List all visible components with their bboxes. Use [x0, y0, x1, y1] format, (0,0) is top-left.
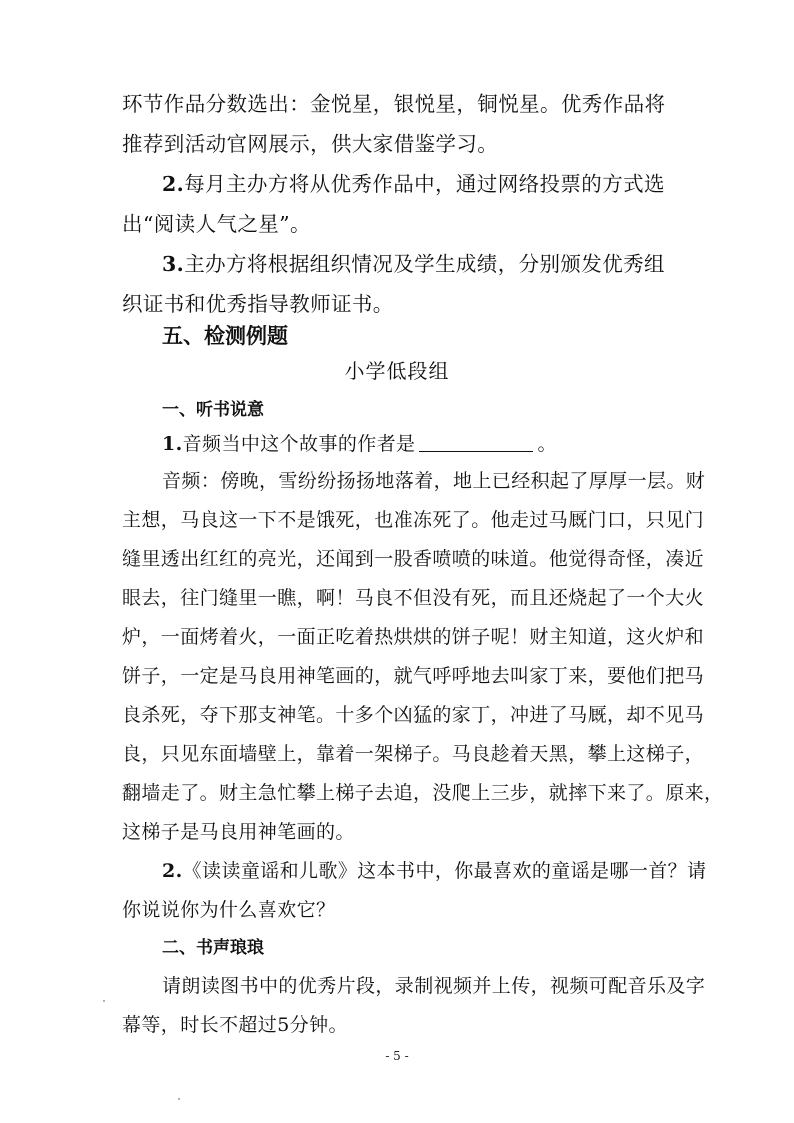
audio-line: 炉，一面烤着火，一面正吃着热烘烘的饼子呢！财主知道，这火炉和: [122, 626, 705, 648]
question-line: 你说说你为什么喜欢它？: [122, 899, 336, 921]
instruction-line: 请朗读图书中的优秀片段，录制视频并上传，视频可配音乐及字: [162, 975, 706, 997]
item-text: 每月主办方将从优秀作品中，通过网络投票的方式选: [184, 172, 665, 196]
instruction-line: 幕等，时长不超过5分钟。: [122, 1014, 348, 1036]
answer-blank: [419, 431, 533, 452]
question-number: 2.: [162, 860, 183, 882]
paragraph-line: 织证书和优秀指导教师证书。: [122, 292, 394, 316]
audio-line: 良杀死，夺下那支神笔。十多个凶猛的家丁，冲进了马厩，却不见马: [122, 704, 705, 726]
audio-line: 翻墙走了。财主急忙攀上梯子去追，没爬上三步，就摔下来了。原来，: [122, 782, 724, 804]
question-2: [162, 857, 706, 885]
question-1: [162, 430, 557, 458]
list-item-2: [162, 170, 665, 198]
list-item-3: [162, 250, 665, 278]
paragraph-line: 出“阅读人气之星”。: [122, 212, 311, 236]
audio-line: 主想，马良这一下不是饿死，也准冻死了。他走过马厩门口，只见门: [122, 509, 705, 531]
audio-line: 音频：傍晚，雪纷纷扬扬地落着，地上已经积起了厚厚一层。财: [162, 470, 706, 492]
question-end: 。: [537, 433, 557, 455]
part-heading: 二、书声琅琅: [162, 938, 264, 958]
audio-line: 良，只见东面墙壁上，靠着一架梯子。马良趁着天黑，攀上这梯子，: [122, 743, 705, 765]
item-number: 3.: [162, 252, 185, 276]
paragraph-line: 环节作品分数选出：金悦星，银悦星，铜悦星。优秀作品将: [122, 92, 666, 116]
scan-speck: [178, 1098, 180, 1100]
group-title: 小学低段组: [344, 359, 450, 383]
item-number: 2.: [162, 172, 185, 196]
audio-line: 缝里透出红红的亮光，还闻到一股香喷喷的味道。他觉得奇怪，凑近: [122, 548, 705, 570]
part-heading: 一、听书说意: [162, 400, 264, 420]
audio-line: 这梯子是马良用神笔画的。: [122, 821, 355, 843]
question-number: 1.: [162, 433, 183, 455]
audio-line: 饼子，一定是马良用神笔画的，就气呼呼地去叫家丁来，要他们把马: [122, 665, 705, 687]
section-heading: 五、检测例题: [162, 323, 288, 348]
scan-speck: [103, 1000, 105, 1002]
question-text: 音频当中这个故事的作者是: [182, 433, 416, 455]
item-text: 主办方将根据组织情况及学生成绩，分别颁发优秀组: [184, 252, 665, 276]
question-text: 《读读童谣和儿歌》这本书中，你最喜欢的童谣是哪一首？请: [182, 860, 707, 882]
paragraph-line: 推荐到活动官网展示，供大家借鉴学习。: [122, 132, 499, 156]
audio-line: 眼去，往门缝里一瞧，啊！马良不但没有死，而且还烧起了一个大火: [122, 587, 705, 609]
page-number: - 5 -: [385, 1049, 409, 1063]
